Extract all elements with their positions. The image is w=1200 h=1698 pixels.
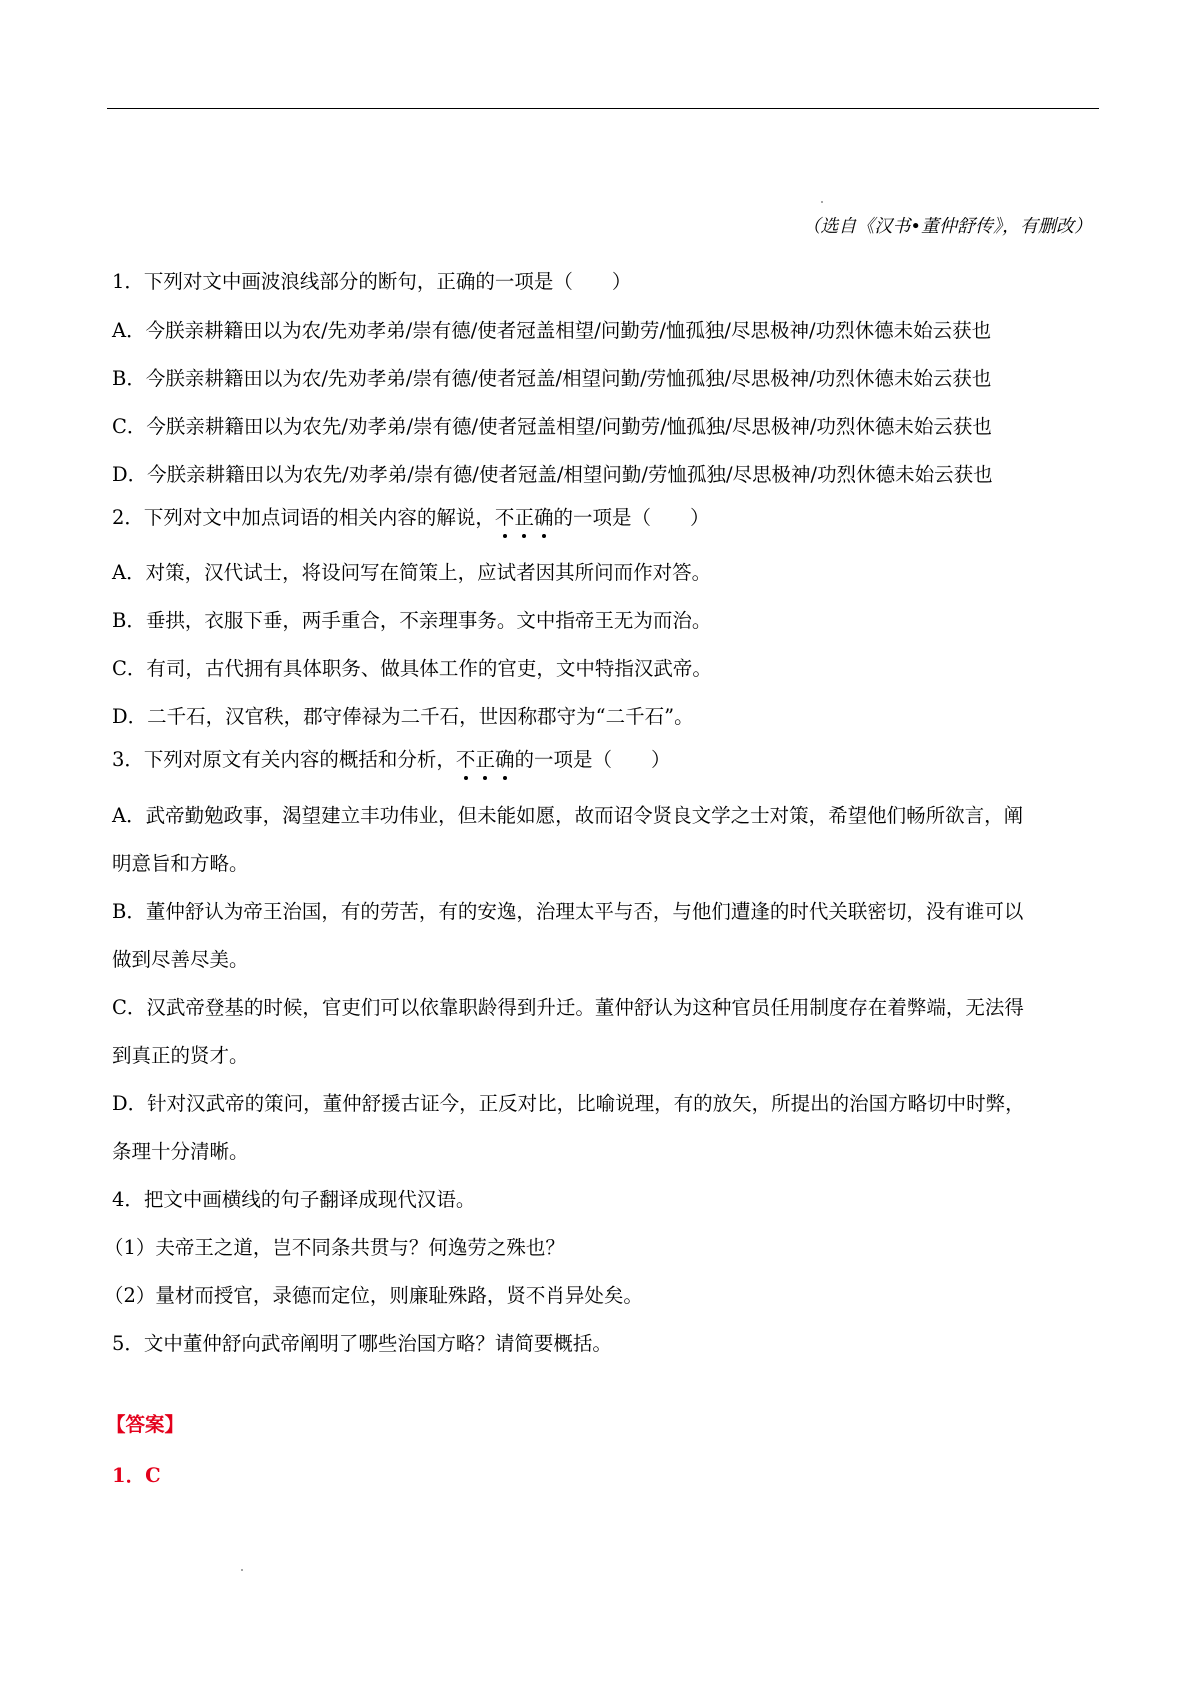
emphasis-dot-char: 确 xyxy=(495,746,515,774)
question-3-stem: 3．下列对原文有关内容的概括和分析，不正确的一项是（ ） xyxy=(112,746,670,774)
scan-speck xyxy=(821,201,823,203)
question-2-option-b: B．垂拱，衣服下垂，两手重合，不亲理事务。文中指帝王无为而治。 xyxy=(112,609,712,632)
emphasis-dot-char: 确 xyxy=(534,504,554,532)
answer-heading: 【答案】 xyxy=(106,1413,185,1436)
question-4-item-2: （2）量材而授官，录德而定位，则廉耻殊路，贤不肖异处矣。 xyxy=(104,1284,643,1307)
question-2-option-d: D．二千石，汉官秩，郡守俸禄为二千石，世因称郡守为“二千石”。 xyxy=(112,705,694,728)
emphasis-dot-char: 正 xyxy=(514,504,534,532)
question-3-option-b-line-1: B．董仲舒认为帝王治国，有的劳苦，有的安逸，治理太平与否，与他们遭逢的时代关联密切，没有谁可以 xyxy=(112,900,1024,923)
question-2-option-a: A．对策，汉代试士，将设问写在简策上，应试者因其所问而作对答。 xyxy=(112,561,712,584)
answer-1: 1．C xyxy=(112,1464,161,1487)
question-5-stem: 5．文中董仲舒向武帝阐明了哪些治国方略？请简要概括。 xyxy=(112,1332,612,1355)
question-1-option-a: A．今朕亲耕籍田以为农/先劝孝弟/崇有德/使者冠盖相望/问勤劳/恤孤独/尽思极神/功烈休德未始云获也 xyxy=(112,319,992,342)
emphasis-dot-char: 正 xyxy=(475,746,495,774)
emphasis-dot-char: 不 xyxy=(456,746,476,774)
question-4-stem: 4．把文中画横线的句子翻译成现代汉语。 xyxy=(112,1188,476,1211)
question-3-option-b-line-2: 做到尽善尽美。 xyxy=(112,948,249,971)
question-3-option-c-line-2: 到真正的贤才。 xyxy=(112,1044,249,1067)
question-2-stem: 2．下列对文中加点词语的相关内容的解说，不正确的一项是（ ） xyxy=(112,504,709,532)
question-3-option-d-line-1: D．针对汉武帝的策问，董仲舒援古证今，正反对比，比喻说理，有的放矢，所提出的治国方略切中时弊， xyxy=(112,1092,1025,1115)
question-2-option-c: C．有司，古代拥有具体职务、做具体工作的官吏，文中特指汉武帝。 xyxy=(112,657,712,680)
question-3-option-a-line-2: 明意旨和方略。 xyxy=(112,852,249,875)
question-3-option-a-line-1: A．武帝勤勉政事，渴望建立丰功伟业，但未能如愿，故而诏令贤良文学之士对策，希望他们畅所欲言，阐 xyxy=(112,804,1024,827)
question-1-option-c: C．今朕亲耕籍田以为农先/劝孝弟/崇有德/使者冠盖相望/问勤劳/恤孤独/尽思极神/功烈休德未始云获也 xyxy=(112,415,992,438)
scan-speck xyxy=(241,1569,243,1571)
question-3-option-d-line-2: 条理十分清晰。 xyxy=(112,1140,249,1163)
source-citation: （选自《汉书•董仲舒传》，有删改） xyxy=(802,216,1092,237)
question-1-option-b: B．今朕亲耕籍田以为农/先劝孝弟/崇有德/使者冠盖/相望问勤/劳恤孤独/尽思极神/功烈休德未始云获也 xyxy=(112,367,992,390)
emphasis-dot-char: 不 xyxy=(495,504,515,532)
question-1-stem: 1．下列对文中画波浪线部分的断句，正确的一项是（ ） xyxy=(112,270,632,293)
question-1-option-d: D．今朕亲耕籍田以为农先/劝孝弟/崇有德/使者冠盖/相望问勤/劳恤孤独/尽思极神/功烈休德未始云获也 xyxy=(112,463,993,486)
header-rule xyxy=(107,108,1099,109)
question-4-item-1: （1）夫帝王之道，岂不同条共贯与？何逸劳之殊也？ xyxy=(104,1236,565,1259)
question-3-option-c-line-1: C．汉武帝登基的时候，官吏们可以依靠职龄得到升迁。董仲舒认为这种官员任用制度存在着弊端，无法得 xyxy=(112,996,1024,1019)
